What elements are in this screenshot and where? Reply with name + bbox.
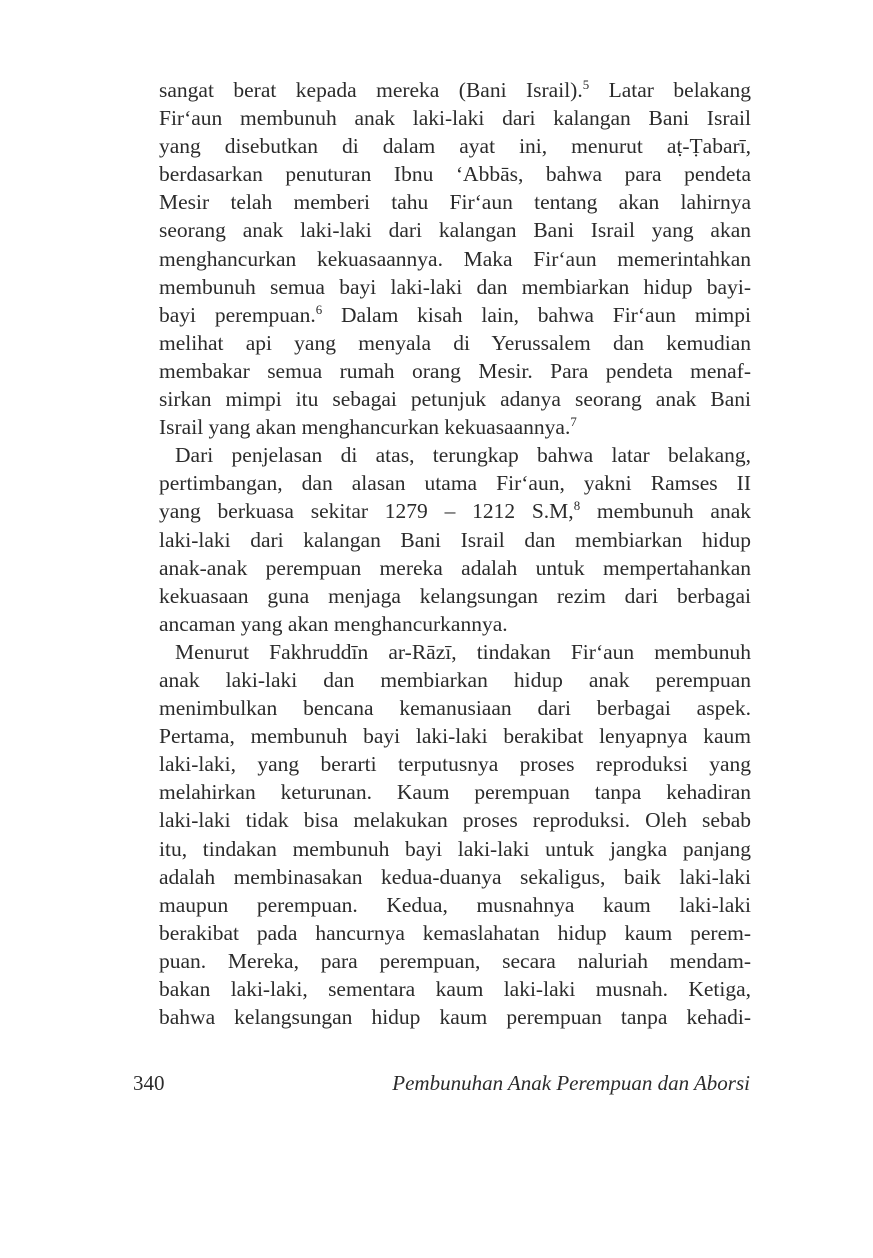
paragraph <box>159 638 751 1031</box>
text-line: Mesir telah memberi tahu Fir‘aun tentang akan lahirnya <box>159 190 751 215</box>
text-line: puan. Mereka, para perempuan, secara naluriah mendam- <box>159 948 751 973</box>
text-line: itu, tindakan membunuh bayi laki-laki untuk jangka panjang <box>159 836 751 861</box>
footnote-ref: 5 <box>582 77 590 92</box>
page-footer <box>133 1068 750 1098</box>
text-line: melahirkan keturunan. Kaum perempuan tanpa kehadiran <box>159 780 751 805</box>
text-line: anak laki-laki dan membiarkan hidup anak perempuan <box>159 667 751 692</box>
text-line: laki-laki, yang berarti terputusnya proses reproduksi yang <box>159 752 751 777</box>
text-line: seorang anak laki-laki dari kalangan Bani Israil yang akan <box>159 218 751 243</box>
paragraph <box>159 441 751 638</box>
text-line: sirkan mimpi itu sebagai petunjuk adanya seorang anak Bani <box>159 387 751 412</box>
text-line: membakar semua rumah orang Mesir. Para pendeta menaf- <box>159 358 751 383</box>
text-line: laki-laki dari kalangan Bani Israil dan membiarkan hidup <box>159 527 751 552</box>
text-line: bahwa kelangsungan hidup kaum perempuan tanpa kehadi- <box>159 1005 751 1030</box>
running-title: Pembunuhan Anak Perempuan dan Aborsi <box>392 1071 750 1095</box>
text-line: kekuasaan guna menjaga kelangsungan rezim dari berbagai <box>159 583 751 608</box>
paragraph <box>159 76 751 441</box>
text-line: berakibat pada hancurnya kemaslahatan hidup kaum perem- <box>159 920 751 945</box>
text-line: laki-laki tidak bisa melakukan proses reproduksi. Oleh sebab <box>159 808 751 833</box>
text-line: pertimbangan, dan alasan utama Fir‘aun, yakni Ramses II <box>159 471 751 496</box>
text-line: Israil yang akan menghancurkan kekuasaannya.$^7$ <box>159 414 577 440</box>
text-line: menghancurkan kekuasaannya. Maka Fir‘aun memerintahkan <box>159 246 751 271</box>
text-line: ancaman yang akan menghancurkannya. <box>159 611 508 636</box>
text-line: Dari penjelasan di atas, terungkap bahwa latar belakang, <box>175 443 751 468</box>
text-line: melihat api yang menyala di Yerussalem dan kemudian <box>159 330 751 355</box>
text-block <box>159 76 751 1031</box>
footnote-ref: 8 <box>573 499 581 514</box>
text-line: menimbulkan bencana kemanusiaan dari berbagai aspek. <box>159 696 751 721</box>
text-line: adalah membinasakan kedua-duanya sekaligus, baik laki-laki <box>159 864 751 889</box>
text-line: Fir‘aun membunuh anak laki-laki dari kalangan Bani Israil <box>159 106 751 131</box>
text-line: maupun perempuan. Kedua, musnahnya kaum laki-laki <box>159 892 751 917</box>
text-line: membunuh semua bayi laki-laki dan membiarkan hidup bayi- <box>159 274 751 299</box>
text-line: yang berkuasa sekitar 1279 – 1212 S.M,$^8$ membunuh anak <box>159 499 751 524</box>
text-line: anak-anak perempuan mereka adalah untuk mempertahankan <box>159 555 751 580</box>
footnote-ref: 7 <box>570 414 577 429</box>
text-line: sangat berat kepada mereka (Bani Israil).$^5$ Latar belakang <box>159 77 752 102</box>
footnote-ref: 6 <box>315 302 323 317</box>
text-line: berdasarkan penuturan Ibnu ‘Abbās, bahwa para pendeta <box>159 162 751 187</box>
text-line: bakan laki-laki, sementara kaum laki-laki musnah. Ketiga, <box>159 977 751 1001</box>
text-line: Menurut Fakhruddīn ar-Rāzī, tindakan Fir‘aun membunuh <box>175 639 751 664</box>
text-line: Pertama, membunuh bayi laki-laki berakibat lenyapnya kaum <box>159 724 751 749</box>
text-line: yang disebutkan di dalam ayat ini, menurut aṭ-Ṭabarī, <box>159 134 751 159</box>
page-number: 340 <box>133 1071 165 1095</box>
text-line: bayi perempuan.$^6$ Dalam kisah lain, bahwa Fir‘aun mimpi <box>159 302 751 327</box>
